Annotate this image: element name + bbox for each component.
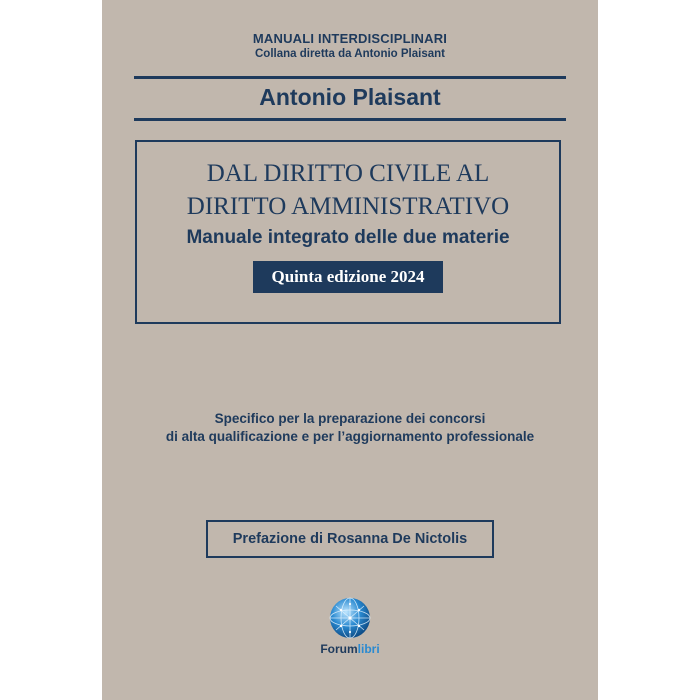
description — [102, 410, 598, 446]
preface-box: Prefazione di Rosanna De Nictolis — [206, 520, 494, 558]
publisher-name-part-1: Forum — [320, 642, 358, 656]
author-name: Antonio Plaisant — [259, 84, 441, 110]
book-subtitle: Manuale integrato delle due materie — [186, 227, 510, 248]
edition-badge: Quinta edizione 2024 — [253, 261, 442, 293]
top-divider — [134, 76, 566, 79]
publisher-name — [102, 642, 598, 656]
description-line-1: Specifico per la preparazione dei concorsi — [214, 411, 486, 426]
book-title — [137, 158, 559, 223]
series-editor: Collana diretta da Antonio Plaisant — [255, 48, 445, 61]
globe-icon — [328, 596, 372, 640]
publisher-logo — [102, 596, 598, 656]
title-line-1: DAL DIRITTO CIVILE AL — [206, 160, 490, 187]
series-header — [102, 31, 598, 62]
title-line-2: DIRITTO AMMINISTRATIVO — [186, 192, 510, 220]
series-name: MANUALI INTERDISCIPLINARI — [252, 31, 448, 46]
author-divider — [134, 118, 566, 121]
title-box — [135, 140, 561, 324]
description-line-2: di alta qualificazione e per l’aggiornamento professionale — [165, 429, 535, 445]
publisher-name-part-2: libri — [357, 642, 380, 656]
book-cover — [102, 0, 598, 700]
